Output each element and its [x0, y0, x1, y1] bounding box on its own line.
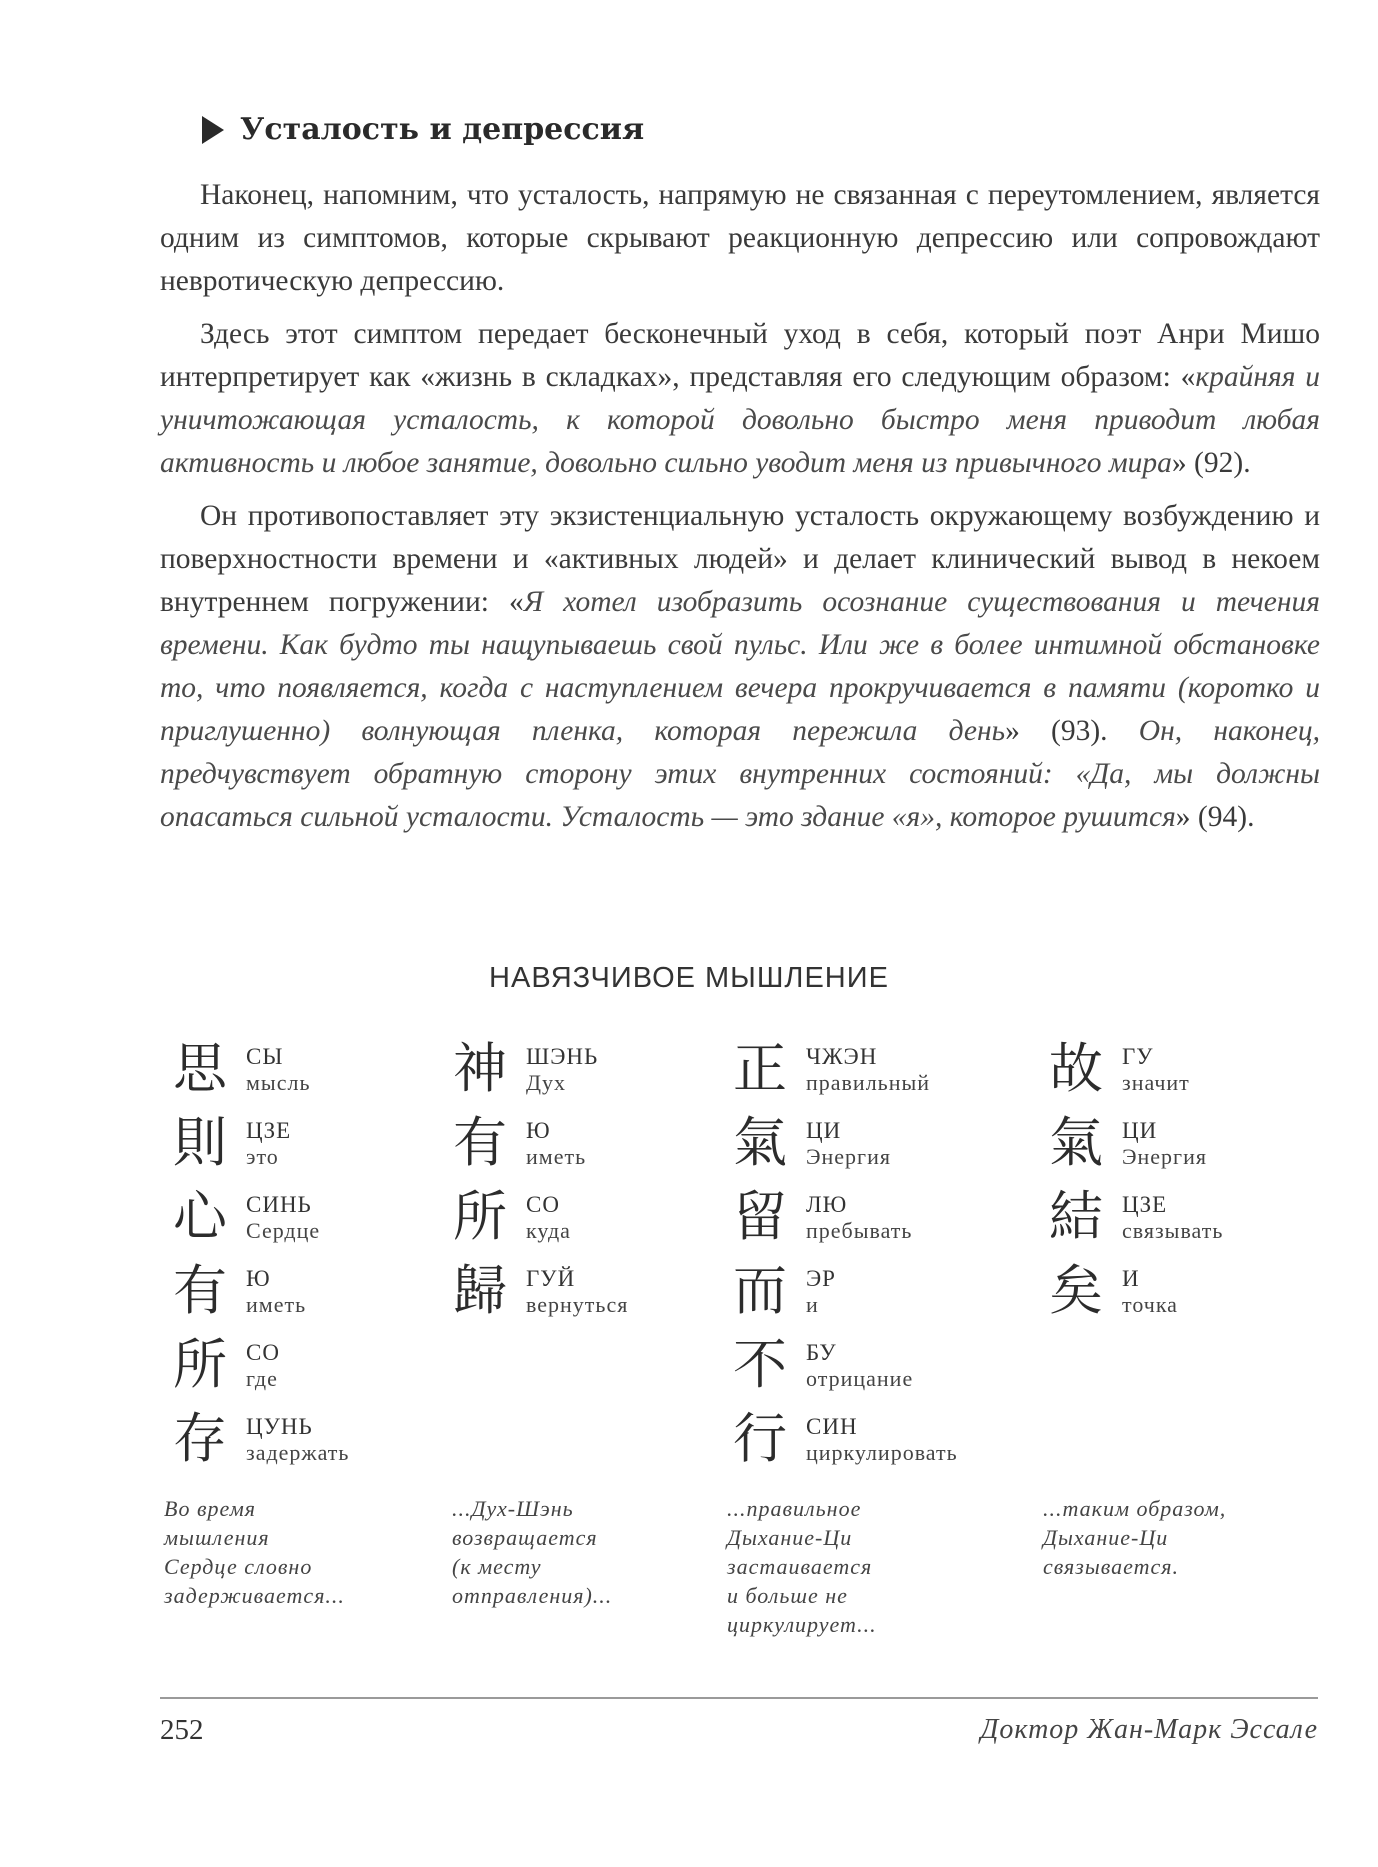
glyph-row [1040, 1037, 1223, 1114]
transliteration: СЫ [246, 1044, 284, 1069]
glyph-column [444, 1037, 629, 1336]
glyph-row [1040, 1259, 1223, 1336]
glyph-row [164, 1185, 349, 1262]
section-heading [202, 112, 644, 147]
meaning: вернуться [526, 1292, 629, 1317]
glyph-column [164, 1037, 350, 1484]
transliteration: ЦУНЬ [246, 1414, 313, 1439]
chinese-character: 氣 [1049, 1111, 1103, 1174]
glyph-row [724, 1185, 958, 1262]
glyph-row [1040, 1111, 1223, 1188]
chinese-character: 行 [733, 1407, 787, 1470]
transliteration: СИН [806, 1414, 858, 1439]
meaning: куда [526, 1218, 571, 1243]
text-run: Здесь этот симптом передает бесконечный уход в себя, который поэт Анри Мишо интерпретирует как «жизнь в складках», представляя его следующим образом: « [160, 318, 1320, 393]
glyph-gloss [526, 1262, 628, 1318]
chinese-character: 所 [173, 1333, 227, 1396]
glyph-row [444, 1185, 628, 1262]
transliteration: ГУЙ [526, 1266, 576, 1291]
text-run: » (94). [1175, 801, 1255, 833]
glyph-gloss [806, 1410, 958, 1466]
meaning: где [246, 1366, 278, 1391]
meaning: Энергия [806, 1144, 891, 1169]
meaning: отрицание [806, 1366, 914, 1391]
glyph-row [444, 1037, 628, 1114]
transliteration: БУ [806, 1340, 837, 1365]
column-caption: Во время мышления Сердце словно задерживается... [164, 1496, 345, 1608]
paragraph [160, 495, 1320, 839]
transliteration: ЛЮ [806, 1192, 848, 1217]
text-run: » (93). [1005, 715, 1139, 747]
column-caption: ...таким образом, Дыхание-Ци связывается. [1043, 1496, 1227, 1579]
chinese-character: 則 [173, 1111, 227, 1174]
transliteration: СО [526, 1192, 560, 1217]
text-run: » (92). [1171, 447, 1251, 479]
glyph-row [164, 1259, 349, 1336]
meaning: точка [1122, 1292, 1178, 1317]
glyph-gloss [1122, 1040, 1190, 1096]
page-number: 252 [160, 1714, 204, 1746]
chinese-character: 有 [173, 1259, 227, 1322]
glyph-gloss [806, 1040, 930, 1096]
column-caption: ...Дух-Шэнь возвращается (к месту отправления)... [452, 1496, 613, 1608]
glyph-row [164, 1037, 349, 1114]
meaning: задержать [246, 1440, 350, 1465]
transliteration: ШЭНЬ [526, 1044, 599, 1069]
chinese-character: 留 [733, 1185, 787, 1248]
meaning: значит [1122, 1070, 1190, 1095]
section-heading-text: Усталость и депрессия [240, 112, 645, 147]
chinese-character: 歸 [453, 1259, 507, 1322]
column-caption: ...правильное Дыхание-Ци застаивается и больше не циркулирует... [727, 1496, 877, 1637]
text-run: Наконец, напомним, что усталость, напрямую не связанная с переутомлением, является одним из симптомов, которые скрывают реакционную депрессию или сопровождают невротическую депрессию. [160, 179, 1320, 297]
paragraph [160, 313, 1320, 485]
text-run: Он противопоставляет эту экзистенциальную усталость окружающему возбуждению и поверхностности времени и «активных людей» и делает клинический вывод в некоем внутреннем погружении: « [160, 500, 1320, 618]
transliteration: СО [246, 1340, 280, 1365]
transliteration: ЦИ [806, 1118, 842, 1143]
glyph-row [724, 1111, 958, 1188]
italic-quote: Я хотел изобразить осознание существования и течения времени. Как будто ты нащупываешь свой пульс. Или же в более интимной обстановке то, что появляется, когда с наступлением вечера прокручивается в памяти (коротко и приглушенно) волнующая пленка, которая пережила день [160, 586, 1320, 747]
glyph-row [724, 1407, 958, 1484]
transliteration: ЦЗЕ [1122, 1192, 1168, 1217]
glyph-gloss [1122, 1188, 1223, 1244]
transliteration: СИНЬ [246, 1192, 312, 1217]
meaning: связывать [1122, 1218, 1224, 1243]
glyph-column [724, 1037, 958, 1484]
chinese-character: 而 [733, 1259, 787, 1322]
transliteration: ГУ [1122, 1044, 1154, 1069]
glyph-gloss [1122, 1262, 1178, 1318]
chinese-character: 正 [733, 1037, 787, 1100]
glyph-row [724, 1259, 958, 1336]
chinese-character: 有 [453, 1111, 507, 1174]
meaning: иметь [246, 1292, 307, 1317]
chinese-character: 故 [1049, 1037, 1103, 1100]
glyph-row [1040, 1185, 1224, 1262]
footer-divider [160, 1697, 1318, 1699]
transliteration: Ю [526, 1118, 551, 1143]
glyph-gloss [806, 1262, 836, 1318]
meaning: иметь [526, 1144, 587, 1169]
chinese-character: 神 [453, 1037, 507, 1100]
chart-title: НАВЯЗЧИВОЕ МЫШЛЕНИЕ [489, 962, 889, 994]
meaning: правильный [806, 1070, 931, 1095]
glyph-row [724, 1333, 958, 1410]
paragraph [160, 174, 1320, 303]
meaning: и [806, 1292, 819, 1317]
meaning: это [246, 1144, 279, 1169]
body-text [160, 174, 1320, 849]
glyph-gloss [246, 1188, 320, 1244]
glyph-row [164, 1407, 350, 1484]
chinese-character: 所 [453, 1185, 507, 1248]
transliteration: ЦЗЕ [246, 1118, 292, 1143]
glyph-gloss [246, 1040, 310, 1096]
transliteration: ЧЖЭН [806, 1044, 878, 1069]
italic-quote: крайняя и уничтожающая усталость, к которой довольно быстро меня приводит любая активность и любое занятие, довольно сильно уводит меня из привычного мира [160, 361, 1320, 479]
glyph-row [724, 1037, 958, 1114]
glyph-column [1040, 1037, 1224, 1336]
meaning: Сердце [246, 1218, 321, 1243]
chinese-character: 結 [1049, 1185, 1103, 1248]
meaning: Энергия [1122, 1144, 1207, 1169]
glyph-gloss [806, 1336, 913, 1392]
meaning: циркулировать [806, 1440, 958, 1465]
glyph-gloss [526, 1188, 571, 1244]
glyph-gloss [1122, 1114, 1207, 1170]
glyph-gloss [246, 1114, 291, 1170]
chinese-character: 思 [173, 1037, 227, 1100]
glyph-row [444, 1259, 629, 1336]
glyph-row [444, 1111, 628, 1188]
glyph-gloss [526, 1114, 586, 1170]
chinese-character: 存 [173, 1407, 227, 1470]
glyph-gloss [806, 1188, 912, 1244]
chinese-character: 不 [733, 1333, 787, 1396]
meaning: Дух [526, 1070, 567, 1095]
arrow-bullet-icon [202, 116, 224, 144]
glyph-gloss [246, 1336, 280, 1392]
glyph-gloss [246, 1410, 349, 1466]
chinese-character: 心 [173, 1185, 227, 1248]
transliteration: Ю [246, 1266, 271, 1291]
glyph-row [164, 1333, 349, 1410]
transliteration: ЭР [806, 1266, 836, 1291]
footer-author: Доктор Жан-Марк Эссале [980, 1714, 1318, 1745]
chinese-character: 矣 [1049, 1259, 1103, 1322]
meaning: пребывать [806, 1218, 913, 1243]
chinese-character: 氣 [733, 1111, 787, 1174]
glyph-row [164, 1111, 349, 1188]
transliteration: И [1122, 1266, 1140, 1291]
transliteration: ЦИ [1122, 1118, 1158, 1143]
italic-quote: Он, наконец, предчувствует обратную сторону этих внутренних состояний: «Да, мы должны опасаться сильной усталости. Усталость — это здание «я», которое рушится [160, 715, 1320, 833]
meaning: мысль [246, 1070, 311, 1095]
glyph-gloss [246, 1262, 306, 1318]
glyph-gloss [806, 1114, 891, 1170]
glyph-gloss [526, 1040, 598, 1096]
